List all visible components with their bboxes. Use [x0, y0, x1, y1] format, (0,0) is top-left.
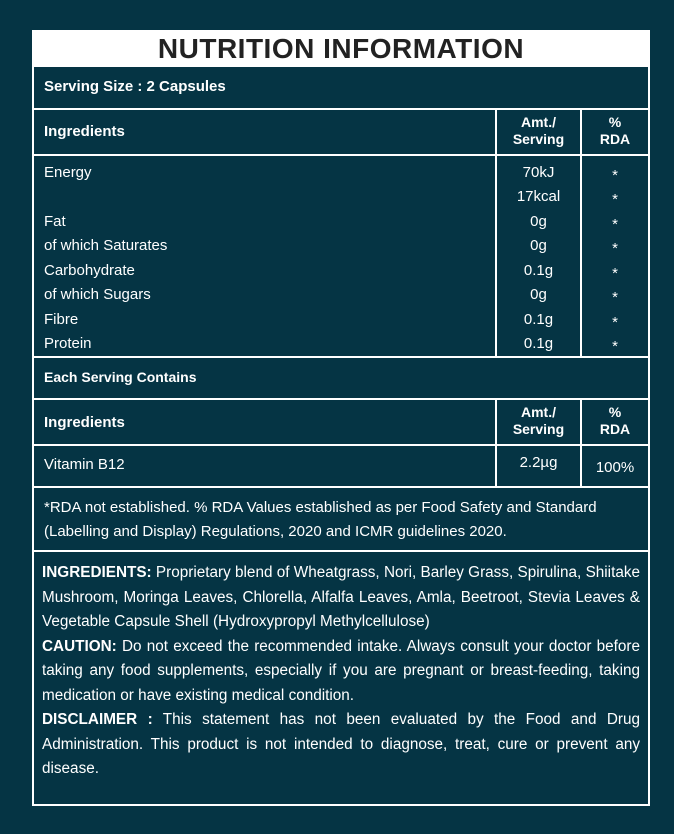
table2-header-ingredients	[34, 400, 495, 444]
header-rda-line2: RDA	[599, 131, 631, 147]
nutrient-name: Fat	[44, 213, 66, 230]
caution-label: CAUTION:	[42, 637, 117, 655]
header-rda-line1: %	[608, 404, 622, 420]
nutrient-amount: 0g	[530, 213, 547, 230]
nutrient-amount: 0g	[530, 237, 547, 254]
table2-header-rda	[582, 400, 648, 444]
ingredients-label: INGREDIENTS:	[42, 564, 152, 581]
table1-header-ingredients	[34, 110, 495, 154]
serving-size: Serving Size : 2 Capsules	[44, 78, 226, 95]
table1-amt-column	[497, 156, 580, 356]
nutrient-amount: 0.1g	[523, 335, 554, 352]
table2-header-amt	[497, 400, 580, 444]
nutrient-rda: *	[612, 240, 618, 257]
nutrient-name: Energy	[44, 164, 92, 181]
nutrient-name: Carbohydrate	[44, 262, 135, 279]
header-ingredients-label: Ingredients	[44, 414, 125, 431]
nutrient-amount: 0g	[530, 286, 547, 303]
ingredients-text: Proprietary blend of Wheatgrass, Nori, Barley Grass, Spirulina, Shiitake Mushroom, Moringa Leaves, Chlorella, Alfalfa Leaves, Amla, Beetroot, Stevia Leaves & Vegetable Capsule Shell (Hydroxypropyl Methylcellulose)	[42, 564, 640, 630]
each-serving-row	[34, 358, 648, 398]
nutrient-name: Protein	[44, 335, 92, 352]
caution-paragraph	[42, 635, 640, 709]
table1-rda-column	[582, 156, 648, 356]
nutrient-name: Fibre	[44, 311, 79, 328]
vitamin-amount: 2.2µg	[519, 454, 558, 471]
page-title: NUTRITION INFORMATION	[157, 33, 525, 64]
table1-header-amt	[497, 110, 580, 154]
header-ingredients-label: Ingredients	[44, 123, 125, 140]
nutrient-amount: 17kcal	[516, 188, 561, 205]
vitamin-name: Vitamin B12	[44, 456, 125, 473]
each-serving-label: Each Serving Contains	[44, 369, 197, 385]
nutrient-name: of which Saturates	[44, 237, 168, 254]
nutrition-label	[32, 30, 650, 806]
nutrient-rda: *	[612, 191, 618, 208]
info-box	[34, 552, 648, 804]
ingredients-paragraph	[42, 561, 640, 635]
header-amt-line1: Amt./	[521, 114, 556, 130]
vitamin-row-name	[34, 446, 495, 486]
nutrient-amount: 0.1g	[523, 311, 554, 328]
disclaimer-label: DISCLAIMER :	[42, 711, 153, 728]
table1-header-rda	[582, 110, 648, 154]
nutrient-rda: *	[612, 289, 618, 306]
header-amt-line2: Serving	[512, 131, 565, 147]
disclaimer-paragraph	[42, 708, 640, 782]
nutrient-amount: 70kJ	[522, 164, 555, 181]
vitamin-rda: 100%	[595, 459, 635, 476]
vitamin-row-amt	[497, 446, 580, 486]
vitamin-row-rda	[582, 446, 648, 486]
header-rda-line2: RDA	[599, 421, 631, 437]
nutrient-rda: *	[612, 265, 618, 282]
header-amt-line2: Serving	[512, 421, 565, 437]
table1-names-column	[34, 156, 495, 356]
header-amt-line1: Amt./	[521, 404, 556, 420]
caution-text: Do not exceed the recommended intake. Always consult your doctor before taking any food supplements, especially if you are pregnant or breast-feeding, taking medication or have existing medical condition.	[42, 637, 640, 704]
disclaimer-text: This statement has not been evaluated by the Food and Drug Administration. This product is not intended to diagnose, treat, cure or prevent any disease.	[42, 711, 640, 777]
header-rda-line1: %	[608, 114, 622, 130]
nutrient-rda: *	[612, 314, 618, 331]
nutrient-rda: *	[612, 167, 618, 184]
nutrient-name: of which Sugars	[44, 286, 151, 303]
nutrient-amount: 0.1g	[523, 262, 554, 279]
nutrient-rda: *	[612, 216, 618, 233]
nutrient-rda: *	[612, 338, 618, 355]
rda-note: *RDA not established. % RDA Values established as per Food Safety and Standard (Labelling and Display) Regulations, 2020 and ICMR guidelines 2020.	[34, 488, 648, 550]
serving-size-row	[34, 67, 648, 108]
